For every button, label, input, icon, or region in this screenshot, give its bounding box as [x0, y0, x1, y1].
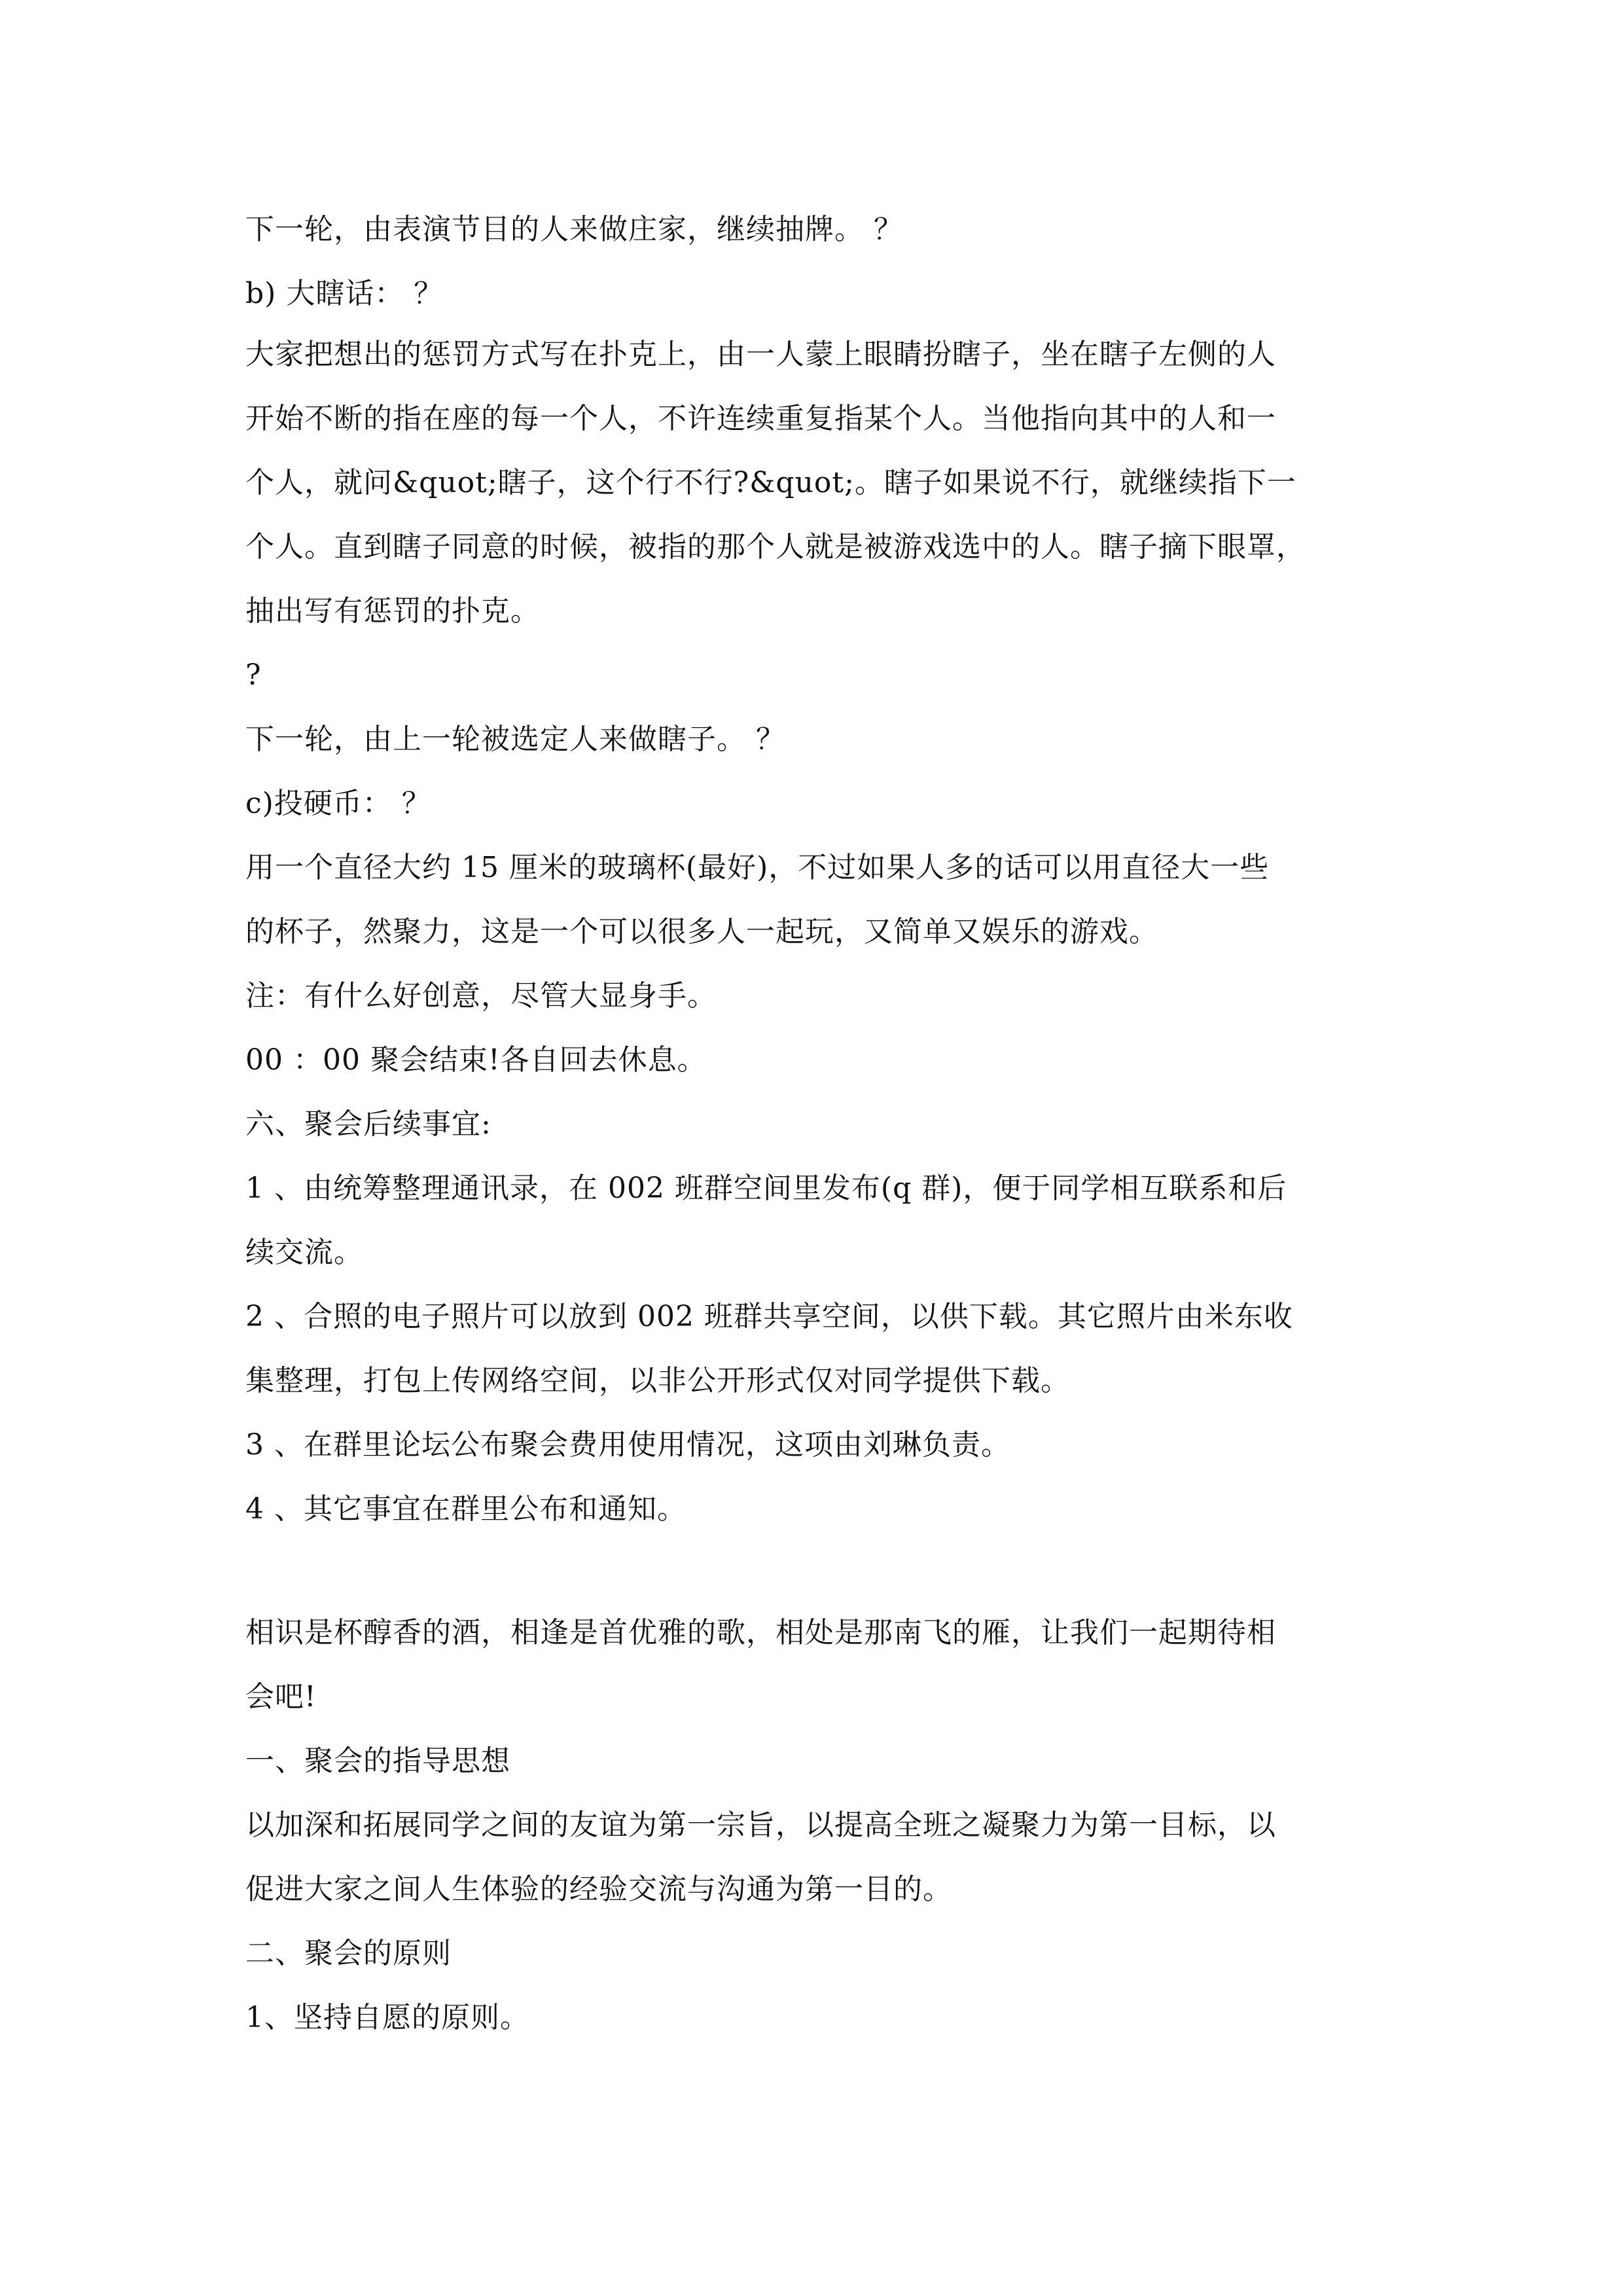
- text-line-12: 的杯子，然聚力，这是一个可以很多人一起玩，又简单又娱乐的游戏。: [245, 915, 1158, 948]
- text-line-7: 抽出写有惩罚的扑克。: [245, 594, 540, 628]
- text-line-19: 集整理，打包上传网络空间，以非公开形式仅对同学提供下载。: [245, 1364, 1070, 1397]
- text-line-28: 1、坚持自愿的原则。: [245, 2001, 529, 2034]
- text-line-10: c)投硬币： ？: [245, 787, 431, 820]
- text-line-25: 以加深和拓展同学之间的友谊为第一宗旨，以提高全班之凝聚力为第一目标，以: [245, 1808, 1276, 1842]
- text-line-18: 2 、合照的电子照片可以放到 002 班群共享空间，以供下载。其它照片由米东收: [245, 1300, 1293, 1333]
- text-line-8: ?: [245, 658, 262, 692]
- text-line-4: 开始不断的指在座的每一个人，不许连续重复指某个人。当他指向其中的人和一: [245, 402, 1276, 435]
- text-line-20: 3 、在群里论坛公布聚会费用使用情况，这项由刘琳负责。: [245, 1428, 1010, 1462]
- text-line-17: 续交流。: [245, 1236, 363, 1269]
- text-line-27: 二、聚会的原则: [245, 1937, 452, 1970]
- text-line-21: 4 、其它事宜在群里公布和通知。: [245, 1492, 687, 1526]
- text-line-1: 下一轮，由表演节目的人来做庄家，继续抽牌。 ？: [245, 213, 903, 246]
- text-line-9: 下一轮，由上一轮被选定人来做瞎子。 ？: [245, 723, 785, 756]
- text-line-24: 一、聚会的指导思想: [245, 1744, 510, 1778]
- text-line-11: 用一个直径大约 15 厘米的玻璃杯(最好)，不过如果人多的话可以用直径大一些: [245, 851, 1270, 884]
- text-line-23: 会吧!: [245, 1680, 317, 1713]
- text-line-3: 大家把想出的惩罚方式写在扑克上，由一人蒙上眼睛扮瞎子，坐在瞎子左侧的人: [245, 338, 1276, 371]
- text-line-13: 注：有什么好创意，尽管大显身手。: [245, 979, 717, 1013]
- text-line-15: 六、聚会后续事宜:: [245, 1107, 491, 1141]
- text-line-2: b) 大瞎话： ？: [245, 277, 444, 310]
- text-line-6: 个人。直到瞎子同意的时候，被指的那个人就是被游戏选中的人。瞎子摘下眼罩，: [245, 530, 1306, 564]
- text-line-22: 相识是杯醇香的酒，相逢是首优雅的歌，相处是那南飞的雁，让我们一起期待相: [245, 1616, 1276, 1649]
- text-line-14: 00 ：00 聚会结束!各自回去休息。: [245, 1043, 707, 1077]
- text-line-5: 个人，就问&quot;瞎子，这个行不行?&quot;。瞎子如果说不行，就继续指下一: [245, 466, 1296, 499]
- text-line-16: 1 、由统筹整理通讯录，在 002 班群空间里发布(q 群)，便于同学相互联系和后: [245, 1172, 1287, 1205]
- text-line-26: 促进大家之间人生体验的经验交流与沟通为第一目的。: [245, 1873, 952, 1906]
